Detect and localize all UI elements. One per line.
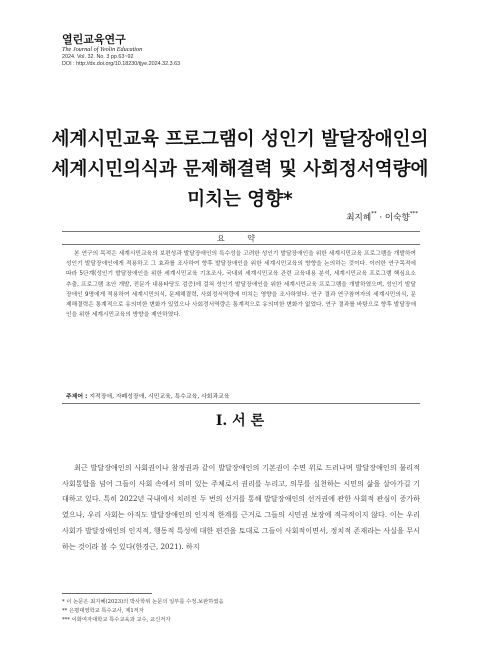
- footnotes: [62, 598, 420, 624]
- abstract-heading-rule: [62, 244, 420, 245]
- author-list: [346, 211, 418, 223]
- footnote-1: * 이 논문은 최지혜(2023)의 박사학위 논문의 일부를 수정.보완하였음: [62, 599, 224, 605]
- author-2-name: 이숙향: [384, 213, 410, 223]
- journal-name: 열린교육연구: [62, 33, 126, 46]
- abstract-heading: 요 약: [217, 234, 265, 243]
- footnote-2: ** 은평대영학교 특수교사, 제1저자: [62, 607, 144, 614]
- keywords-line: [66, 391, 416, 400]
- journal-english-name: The Journal of Yeolin Education: [62, 46, 143, 53]
- author-1-name: 최지혜: [346, 213, 372, 223]
- section-heading-introduction: Ⅰ. 서 론: [215, 413, 265, 429]
- journal-header: [62, 33, 262, 68]
- body-paragraph: 최근 발달장애인의 사회권이나 참정권과 같이 발달장애인의 기본권이 수면 위로 드러나며 발달장애인의 물리적 사회통합을 넘어 그들이 사회 속에서 의미 있는 주체로서 권리를 누리고, 의무를 실천하는 시민의 삶을 살아가길 기대하고 있다. 특히 2022년 국내에서 치러진 두 번의 선거를 통해 발달장애인의 선거권에 관한 사회적 관심이 증가하였으나, 우리 사회는 아직도 발달장애인의 인지적 한계를 근거로 그들의 시민권 보장에 적극적이지 않다. 이는 우리 사회가 발달장애인의 인지적, 행동적 특성에 대한 편견을 토대로 그들이 사회적이면서, 정치적 존재라는 사실을 무시하는 것이라 볼 수 있다(한경근, 2021). 하지: [62, 463, 420, 551]
- volume-info: 2024. Vol. 32. No. 3 pp.63~92: [62, 54, 134, 60]
- footnote-3: *** 이화여자대학교 특수교육과 교수, 교신저자: [62, 616, 171, 623]
- title-line-2: 세계시민의식과 문제해결력 및 사회정서역량에: [51, 159, 429, 180]
- paper-title: [40, 125, 440, 215]
- author-1-footnote-mark: **: [371, 211, 377, 217]
- title-line-3: 미치는 영향*: [187, 189, 293, 210]
- keywords-label: 주제어 :: [66, 394, 88, 400]
- abstract-bottom-rule: [62, 403, 420, 404]
- keywords-list: 지적장애, 자폐성장애, 시민교육, 특수교육, 사회과교육: [89, 394, 230, 400]
- title-line-1: 세계시민교육 프로그램이 성인기 발달장애인의: [51, 129, 429, 150]
- doi-link[interactable]: DOI : http://dx.doi.org/10.18230/tjye.2024.32.3.63: [62, 61, 181, 67]
- abstract-top-rule: [62, 231, 420, 232]
- abstract-text: 본 연구의 목적은 세계시민교육의 보편성과 발달장애인의 특수성을 고려한 성인기 발달장애인을 위한 세계시민교육 프로그램을 개발하여 성인기 발달장애인에게 적용하고 그 효과를 조사하여 향후 발달장애인을 위한 세계시민교육의 방향을 논의하는 것이다. 이러한 연구목적에 따라 5단계(성인기 발달장애인을 위한 세계시민교육 기초조사, 국내외 세계시민교육 관련 교육내용 분석, 세계시민교육 프로그램 핵심요소 추출, 프로그램 초안 개발, 전문가 내용타당도 검증)에 걸쳐 성인기 발달장애인을 위한 세계시민교육 프로그램을 개발하였으며, 성인기 발달장애인 9명에게 적용하여 세계시민의식, 문제해결력, 사회정서역량에 미치는 영향을 조사하였다. 연구 결과 연구참여자의 세계시민의식, 문제해결력은 통계적으로 유의미한 변화가 있었으나 사회정서역량은 통계적으로 유의미한 변화가 없었다. 연구 결과를 바탕으로 향후 발달장애인을 위한 세계시민교육의 방향을 제안하였다.: [66, 251, 416, 319]
- author-separator: ·: [376, 213, 385, 223]
- footnote-rule: [62, 593, 152, 594]
- author-2-footnote-mark: ***: [409, 211, 418, 217]
